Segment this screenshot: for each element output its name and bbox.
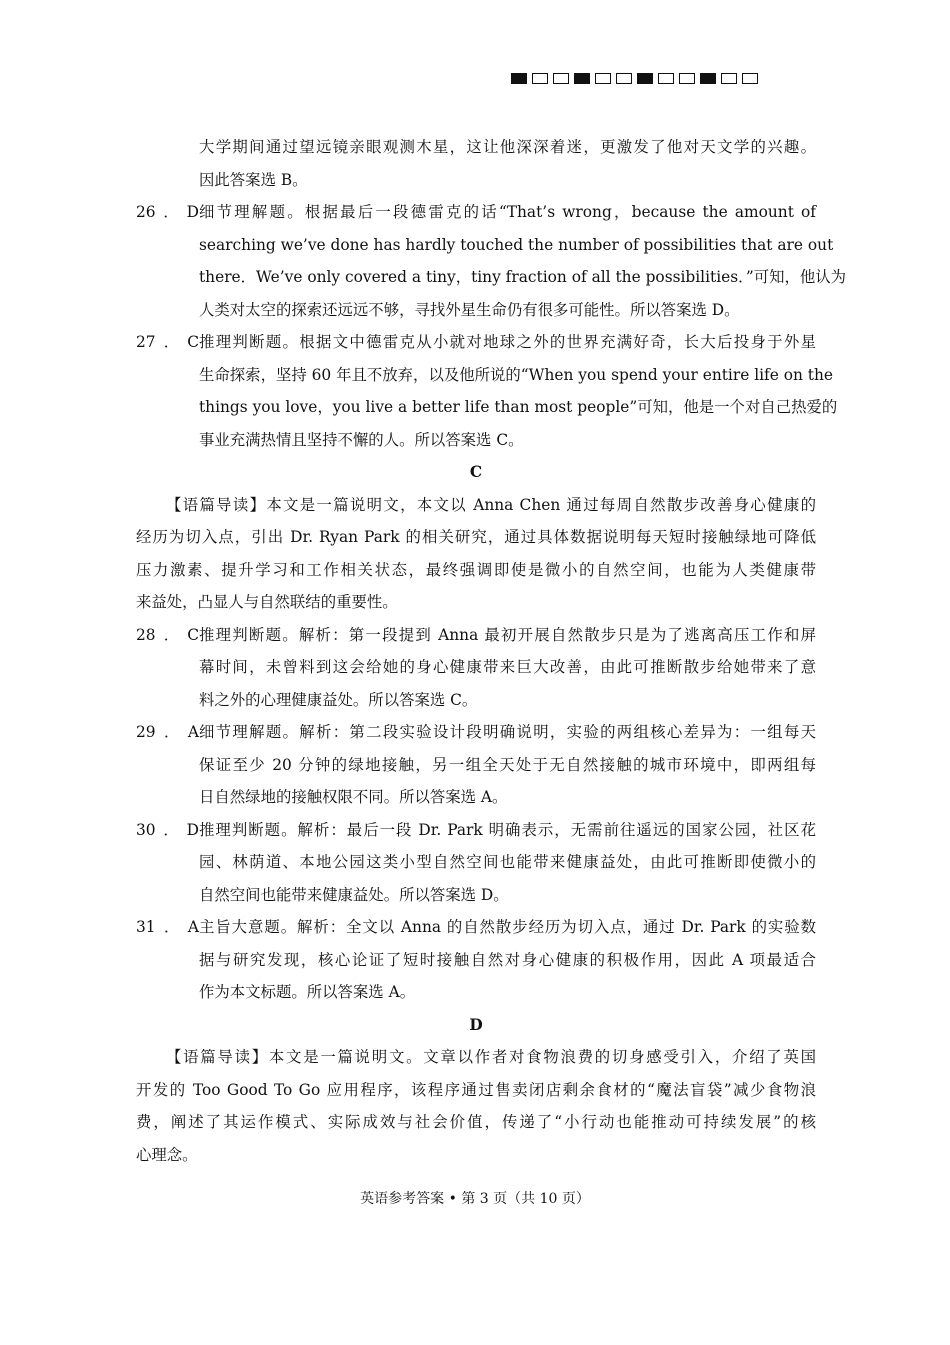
text-line: 事业充满热情且坚持不懈的人。所以答案选 C。 — [199, 430, 524, 449]
line-text: 细节理解题。根据最后一段德雷克的话“That’s wrong，because the amount of — [199, 203, 816, 221]
header-mark — [700, 73, 716, 84]
header-mark — [616, 73, 632, 84]
question-number: 30．D — [136, 820, 199, 839]
answer-item — [136, 814, 816, 912]
header-mark — [574, 73, 590, 84]
text-line: 经历为切入点，引出 Dr. Ryan Park 的相关研究，通过具体数据说明每天短时接触绿地可降低 — [136, 528, 816, 546]
header-mark — [742, 73, 758, 84]
text-line: 来益处，凸显人与自然联结的重要性。 — [136, 593, 398, 611]
line-text: 细节理解题。解析：第二段实验设计段明确说明，实验的两组核心差异为：一组每天 — [199, 723, 816, 741]
text-line — [136, 619, 816, 652]
section-heading: D — [469, 1015, 483, 1034]
text-line: 自然空间也能带来健康益处。所以答案选 D。 — [199, 885, 509, 904]
page-footer: 英语参考答案 • 第 3 页（共 10 页） — [360, 1191, 590, 1207]
header-mark — [595, 73, 611, 84]
answer-item — [136, 716, 816, 814]
header-mark — [511, 73, 527, 84]
line-text: 推理判断题。根据文中德雷克从小就对地球之外的世界充满好奇，长大后投身于外星 — [199, 333, 816, 351]
line-text: 推理判断题。解析：最后一段 Dr. Park 明确表示，无需前往遥远的国家公园，社区花 — [199, 820, 816, 839]
question-number: 27．C — [136, 333, 199, 351]
question-number: 28．C — [136, 625, 199, 644]
reading-guide — [136, 489, 816, 619]
line-text: 主旨大意题。解析：全文以 Anna 的自然散步经历为切入点，通过 Dr. Park 的实验数 — [199, 918, 816, 936]
line-text: 推理判断题。解析：第一段提到 Anna 最初开展自然散步只是为了逃离高压工作和屏 — [199, 625, 816, 644]
reading-guide — [136, 1041, 816, 1171]
text-line: 生命探索，坚持 60 年且不放弃，以及他所说的“When you spend your entire life on the — [199, 365, 834, 384]
header-marks — [511, 73, 758, 84]
text-line: there．We’ve only covered a tiny，tiny fraction of all the possibilities．”可知，他认为 — [199, 268, 847, 286]
text-line: 心理念。 — [136, 1145, 198, 1164]
text-line — [136, 911, 816, 944]
question-number: 26．D — [136, 203, 199, 221]
text-line: things you love，you live a better life than most people”可知，他是一个对自己热爱的 — [199, 398, 838, 416]
text-line: 压力激素、提升学习和工作相关状态，最终强调即使是微小的自然空间，也能为人类健康带 — [136, 560, 816, 579]
text-line: 园、林荫道、本地公园这类小型自然空间也能带来健康益处，由此可推断即使微小的 — [199, 853, 816, 871]
text-line — [136, 326, 816, 359]
section-heading: C — [469, 463, 483, 481]
text-line: 幕时间，未曾料到这会给她的身心健康带来巨大改善，由此可推断散步给她带来了意 — [199, 658, 816, 676]
text-line: 保证至少 20 分钟的绿地接触，另一组全天处于无自然接触的城市环境中，即两组每 — [199, 755, 816, 774]
answer-content — [136, 131, 847, 1171]
text-line: 因此答案选 B。 — [199, 170, 308, 189]
text-line: 大学期间通过望远镜亲眼观测木星，这让他深深着迷，更激发了他对天文学的兴趣。 — [199, 138, 816, 156]
header-mark — [658, 73, 674, 84]
text-line — [136, 716, 816, 749]
text-line: 开发的 Too Good To Go 应用程序，该程序通过售卖闭店剩余食材的“魔法盲袋”减少食物浪 — [136, 1080, 816, 1099]
header-mark — [679, 73, 695, 84]
text-line: 料之外的心理健康益处。所以答案选 C。 — [199, 690, 478, 709]
text-line: 据与研究发现，核心论证了短时接触自然对身心健康的积极作用，因此 A 项最适合 — [199, 950, 816, 969]
text-line: 费，阐述了其运作模式、实际成效与社会价值，传递了“小行动也能推动可持续发展”的核 — [136, 1113, 816, 1131]
text-line: 【语篇导读】本文是一篇说明文。文章以作者对食物浪费的切身感受引入，介绍了英国 — [166, 1048, 816, 1066]
text-line: 日自然绿地的接触权限不同。所以答案选 A。 — [199, 788, 508, 806]
answer-item — [136, 196, 847, 326]
answer-item — [136, 911, 816, 1009]
text-line: searching we’ve done has hardly touched the number of possibilities that are out — [199, 235, 834, 254]
header-mark — [721, 73, 737, 84]
text-line — [136, 196, 816, 229]
text-line: 作为本文标题。所以答案选 A。 — [199, 983, 416, 1001]
question-number: 31．A — [136, 918, 199, 936]
text-line — [136, 814, 816, 847]
answer-item — [136, 619, 816, 717]
question-number: 29．A — [136, 723, 199, 741]
answer-item — [136, 326, 838, 456]
text-line: 【语篇导读】本文是一篇说明文，本文以 Anna Chen 通过每周自然散步改善身心健康的 — [166, 495, 816, 514]
continued-text — [136, 131, 816, 196]
header-mark — [532, 73, 548, 84]
text-line: 人类对太空的探索还远远不够，寻找外星生命仍有很多可能性。所以答案选 D。 — [199, 300, 740, 319]
header-mark — [637, 73, 653, 84]
header-mark — [553, 73, 569, 84]
